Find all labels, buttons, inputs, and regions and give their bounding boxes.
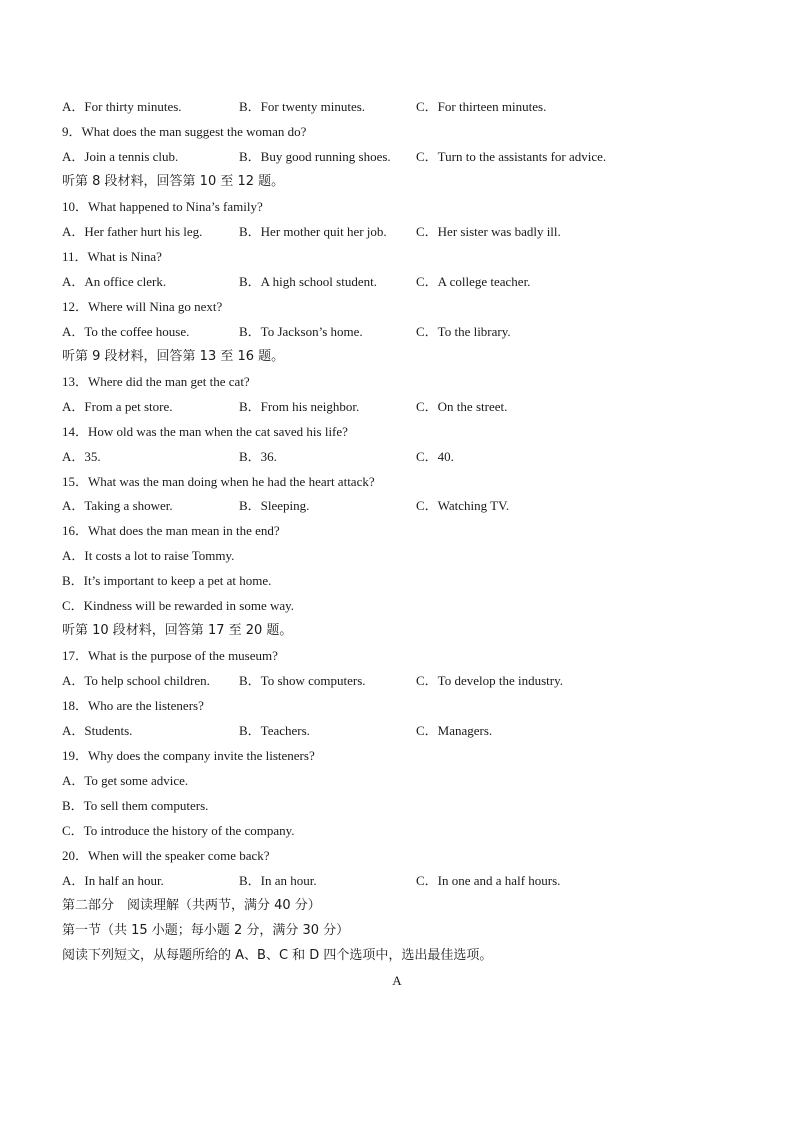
q17-option-a: A．To help school children. [62,673,210,688]
q20-question: 20．When will the speaker come back? [62,848,270,863]
q19-option-c: C．To introduce the history of the company. [62,823,295,838]
q9-option-a: A．Join a tennis club. [62,149,179,164]
q20-option-c: C．In one and a half hours. [416,873,561,888]
q18-option-b: B．Teachers. [239,723,310,738]
section-9-heading: 听第 9 段材料，回答第 13 至 16 题。 [62,349,285,364]
q11-option-b: B．A high school student. [239,274,377,289]
q11-option-c: C．A college teacher. [416,274,531,289]
q20-option-b: B．In an hour. [239,873,317,888]
q18-option-a: A．Students. [62,723,133,738]
section-8-heading: 听第 8 段材料，回答第 10 至 12 题。 [62,174,285,189]
q17-option-b: B．To show computers. [239,673,366,688]
q18-option-c: C．Managers. [416,723,493,738]
q11-question: 11．What is Nina? [62,249,162,264]
q9-option-c: C．Turn to the assistants for advice. [416,149,607,164]
part-2-title: 第二部分 阅读理解（共两节，满分 40 分） [62,898,321,913]
q15-option-a: A．Taking a shower. [62,498,173,513]
q9-question: 9．What does the man suggest the woman do? [62,124,307,139]
q12-option-b: B．To Jackson’s home. [239,324,363,339]
q8-option-c: C．For thirteen minutes. [416,99,547,114]
q16-option-c: C．Kindness will be rewarded in some way. [62,598,295,613]
q16-option-b: B．It’s important to keep a pet at home. [62,573,272,588]
q12-option-a: A．To the coffee house. [62,324,190,339]
q11-option-a: A．An office clerk. [62,274,167,289]
q14-option-a: A．35. [62,449,101,464]
part-2-section-1: 第一节（共 15 小题；每小题 2 分，满分 30 分） [62,923,350,938]
q19-option-a: A．To get some advice. [62,773,189,788]
q8-option-a: A．For thirty minutes. [62,99,182,114]
part-2-instruction: 阅读下列短文，从每题所给的 A、B、C 和 D 四个选项中，选出最佳选项。 [62,948,493,963]
q13-question: 13．Where did the man get the cat? [62,374,250,389]
q19-option-b: B．To sell them computers. [62,798,209,813]
q9-option-b: B．Buy good running shoes. [239,149,391,164]
q20-option-a: A．In half an hour. [62,873,164,888]
q12-option-c: C．To the library. [416,324,511,339]
q15-option-b: B．Sleeping. [239,498,310,513]
q10-option-a: A．Her father hurt his leg. [62,224,203,239]
q14-question: 14．How old was the man when the cat saved his life? [62,424,348,439]
q17-question: 17．What is the purpose of the museum? [62,648,278,663]
q18-question: 18．Who are the listeners? [62,698,204,713]
q16-option-a: A．It costs a lot to raise Tommy. [62,548,235,563]
passage-label: A [392,973,402,988]
q8-option-b: B．For twenty minutes. [239,99,366,114]
q10-option-c: C．Her sister was badly ill. [416,224,561,239]
q10-question: 10．What happened to Nina’s family? [62,199,263,214]
q17-option-c: C．To develop the industry. [416,673,564,688]
q15-option-c: C．Watching TV. [416,498,510,513]
q13-option-b: B．From his neighbor. [239,399,360,414]
section-10-heading: 听第 10 段材料，回答第 17 至 20 题。 [62,623,293,638]
q10-option-b: B．Her mother quit her job. [239,224,387,239]
q13-option-c: C．On the street. [416,399,508,414]
q13-option-a: A．From a pet store. [62,399,173,414]
q16-question: 16．What does the man mean in the end? [62,523,280,538]
q12-question: 12．Where will Nina go next? [62,299,223,314]
q19-question: 19．Why does the company invite the listeners? [62,748,315,763]
q14-option-b: B．36. [239,449,277,464]
q15-question: 15．What was the man doing when he had the heart attack? [62,474,375,489]
q14-option-c: C．40. [416,449,454,464]
